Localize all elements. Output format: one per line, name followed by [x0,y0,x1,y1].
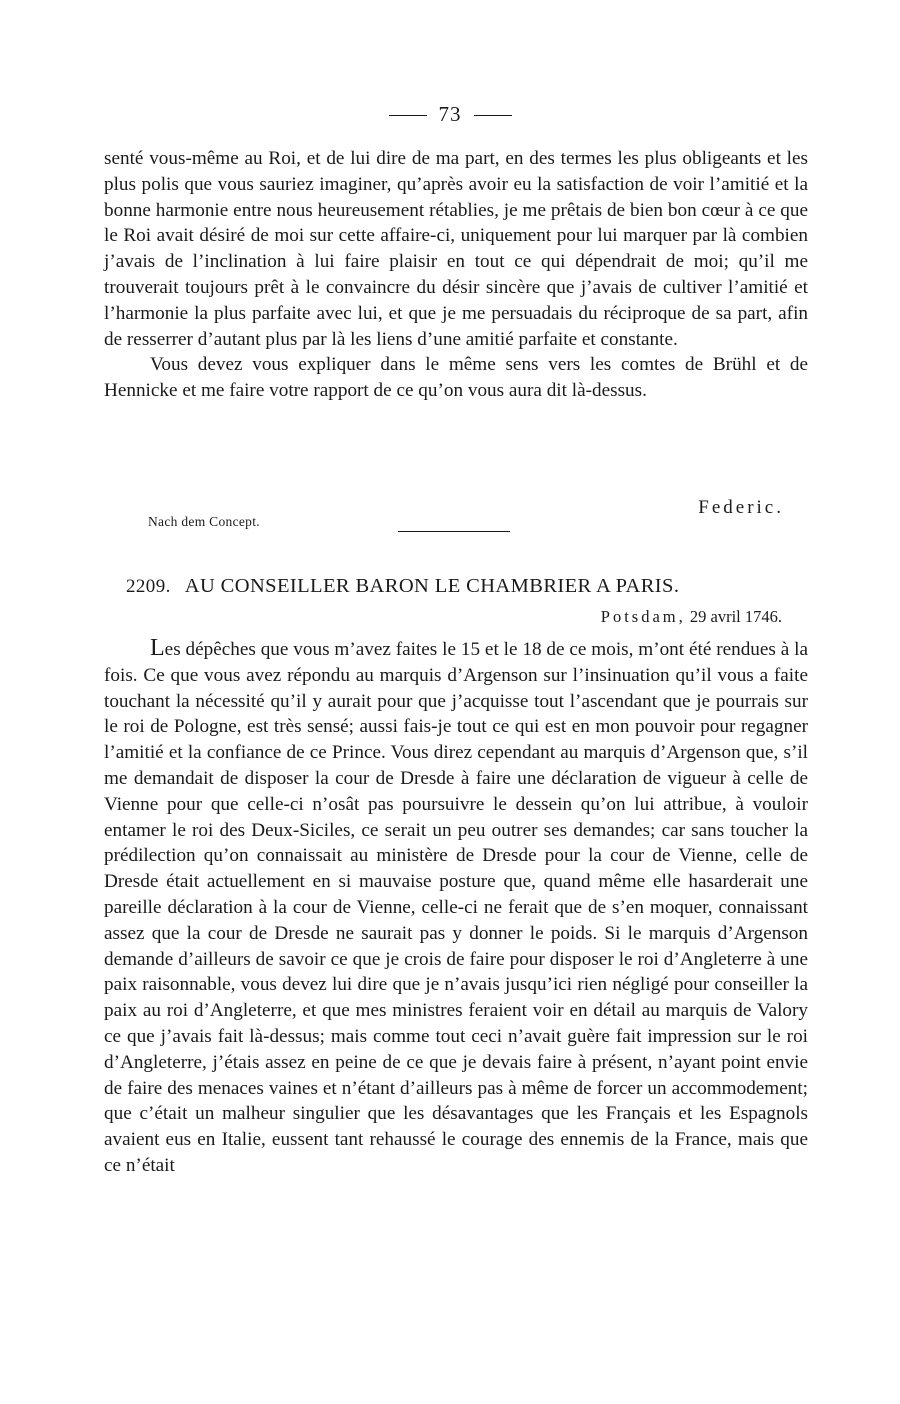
letter-heading [126,575,806,598]
letter-top-paragraph-1: senté vous-même au Roi, et de lui dire de ma part, en des termes les plus obligeants et les plus polis que vous sauriez imaginer, qu’après avoir eu la satisfaction de voir l’amitié et la bonne harmonie entre nous heureusement rétablies, je me prêtais de bien bon cœur à ce que le Roi avait désiré de moi sur cette affaire-ci, uniquement pour lui marquer par là combien j’avais de l’inclination à lui faire plaisir en tout ce qui dépendrait de moi; qu’il me trouverait toujours prêt à le convaincre du désir sincère que j’avais de cultiver l’amitié et l’harmonie la plus parfaite avec lui, et que je me persuadais du réciproque de sa part, afin de resserrer d’autant plus par là les liens d’une amitié parfaite et constante. [104,148,808,350]
page-number [0,102,900,127]
page-number-dash-right [474,115,512,116]
page-number-dash-left [389,115,427,116]
letter-heading-title: AU CONSEILLER BARON LE CHAMBRIER A PARIS. [184,575,680,597]
letter-top-paragraph-2: Vous devez vous expliquer dans le même sens vers les comtes de Brühl et de Hennicke et me faire votre rapport de ce qu’on vous aura dit là-dessus. [104,354,808,402]
source-note: Nach dem Concept. [148,514,260,529]
letter-main-body-text: es dépêches que vous m’avez faites le 15 et le 18 de ce mois, m’ont été rendues à la fois. Ce que vous avez répondu au marquis d’Argenson sur l’insinuation qu’il vous a faite touchant la nécessité qu’il y aurait pour que j’acquisse tout l’ascendant que je pourrais sur le roi de Pologne, est très sensé; aussi fais-je tout ce qui est en mon pouvoir pour regagner l’amitié et la confiance de ce Prince. Vous direz cependant au marquis d’Argenson que, s’il me demandait de disposer la cour de Dresde à faire une déclaration de vigueur à celle de Vienne pour que celle-ci n’osât pas poursuivre le dessein qu’on lui attribue, à vouloir entamer le roi des Deux-Siciles, ce serait un peu outrer ses demandes; car sans toucher la prédilection qu’on connaissait au ministère de Dresde pour la cour de Vienne, celle de Dresde était actuellement en si mauvaise posture que, quand même elle hasarderait une pareille déclaration à la cour de Vienne, celle-ci ne ferait que de s’en moquer, connaissant assez que la cour de Dresde ne saurait pas y donner le poids. Si le marquis d’Argenson demande d’ailleurs de savoir ce que je crois de faire pour disposer le roi d’Angleterre à une paix raisonnable, vous devez lui dire que je n’avais jusqu’ici rien négligé pour conseiller la paix au roi d’Angleterre, et que mes ministres feraient voir en détail au marquis de Valory ce que j’avais fait là-dessus; mais comme tout ceci n’avait guère fait impression sur le roi d’Angleterre, j’étais assez en peine de ce que je devais faire à présent, n’ayant point envie de faire des menaces vaines et n’étant d’ailleurs pas à même de forcer un accommodement; que c’était un malheur singulier que les désavantages que les Français et les Espagnols avaient eus en Italie, eussent tant rehaussé le courage des ennemis de la France, mais que ce n’était [104,639,808,1176]
section-separator [398,531,510,532]
letter-main-text [104,636,808,1179]
dateline [601,607,782,627]
dateline-place: Potsdam, [600,607,686,626]
letter-number: 2209. [126,576,171,597]
signature: Federic. [698,497,784,518]
letter-top-text [104,146,808,404]
letter-main-body [104,636,808,1179]
page-number-value: 73 [438,102,462,126]
dateline-date: 29 avril 1746. [689,607,782,626]
letter-dropcap: L [150,635,165,661]
